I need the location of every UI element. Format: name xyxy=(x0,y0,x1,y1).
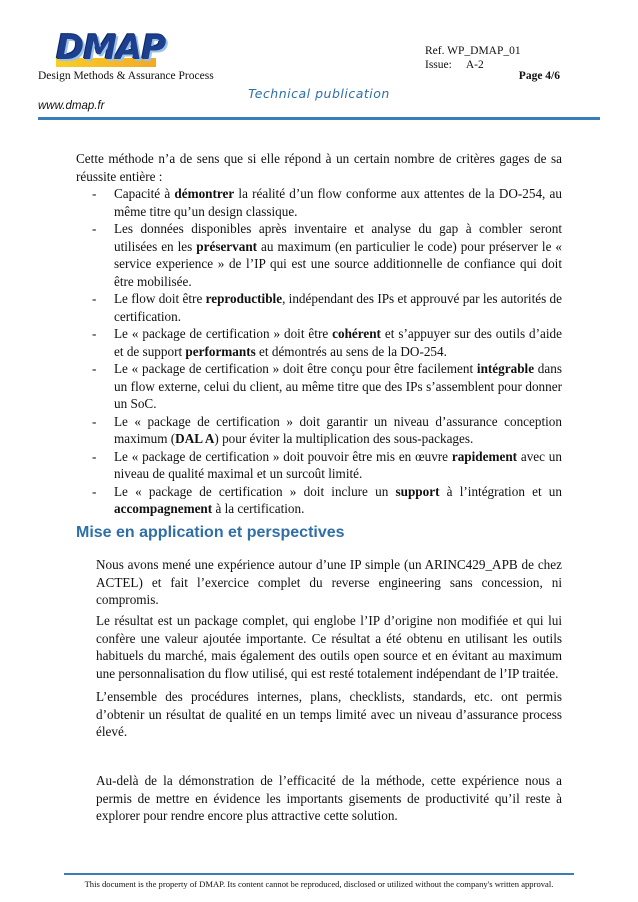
website-link[interactable]: www.dmap.fr xyxy=(38,100,105,112)
issue-line xyxy=(425,58,521,72)
bullet-dash: - xyxy=(92,186,97,201)
criteria-item: - Le « package de certification » doit être conçu pour être facilement intégrable dans un flow externe, celui du client, au même titre que des IPs s’assemblent pour donner un SoC. xyxy=(92,361,562,411)
bullet-dash: - xyxy=(92,413,97,429)
criteria-item: - Le « package de certification » doit garantir un niveau d’assurance conception maximum (DAL A) pour éviter la multiplication des sous-packages. xyxy=(92,413,562,446)
dmap-logo xyxy=(56,28,166,70)
logo-text: DMAP xyxy=(56,28,166,68)
bullet-dash: - xyxy=(92,483,97,499)
ref-number: Ref. WP_DMAP_01 xyxy=(425,45,521,57)
criteria-item: - Le « package de certification » doit inclure un support à l’intégration et un accompagnement à la certification. xyxy=(92,483,562,516)
company-description: Design Methods & Assurance Process xyxy=(38,70,214,82)
footer-divider xyxy=(64,873,574,875)
intro-paragraph: Cette méthode n’a de sens que si elle répond à un certain nombre de critères gages de sa réussite entière : xyxy=(76,151,562,184)
page-number: Page 4/6 xyxy=(518,70,560,82)
publication-type: Technical publication xyxy=(248,86,390,101)
bullet-dash: - xyxy=(92,291,97,306)
bullet-dash: - xyxy=(92,361,97,376)
body-paragraph: Le résultat est un package complet, qui englobe l’IP d’origine non modifiée et qui lui confère une valeur ajoutée importante. Ce résultat a été obtenu en utilisant les outils habituels du marché, mais également des outils open source et en évitant au maximum une personnalisation du flow utilisé, qui est resté totalement indépendant de l’IP traitée. xyxy=(96,613,562,681)
body-paragraph: Nous avons mené une expérience autour d’une IP simple (un ARINC429_APB de chez ACTEL) et fait l’exercice complet du reverse engineering sans concession, ni compromis. xyxy=(96,557,562,607)
criteria-item: - Le « package de certification » doit pouvoir être mis en œuvre rapidement avec un niveau de qualité maximal et un surcoût limité. xyxy=(92,448,562,481)
criteria-item: - Le flow doit être reproductible, indépendant des IPs et approuvé par les autorités de certification. xyxy=(92,291,562,324)
criteria-item: - Le « package de certification » doit être cohérent et s’appuyer sur des outils d’aide et de support performants et démontrés au sens de la DO-254. xyxy=(92,326,562,359)
criteria-section xyxy=(76,150,562,518)
page-header xyxy=(0,0,638,122)
criteria-list xyxy=(76,185,562,518)
body-paragraph: L’ensemble des procédures internes, plans, checklists, standards, etc. ont permis d’obtenir un résultat de qualité en un temps limité avec un niveau d’assurance process élevé. xyxy=(96,689,562,739)
issue-value: A-2 xyxy=(465,59,484,71)
bullet-dash: - xyxy=(92,221,97,236)
bullet-dash: - xyxy=(92,326,97,341)
criteria-item: - Capacité à démontrer la réalité d’un flow conforme aux attentes de la DO-254, au même titre qu’un design classique. xyxy=(92,186,562,219)
body-paragraph: Au-delà de la démonstration de l’efficacité de la méthode, cette expérience nous a permis de mettre en évidence les importants gisements de productivité qu’il reste à explorer pour rendre encore plus attractive cette solution. xyxy=(96,773,562,823)
footer-notice: This document is the property of DMAP. Its content cannot be reproduced, disclosed or utilized without the company's written approval. xyxy=(84,879,554,889)
criteria-item: - Les données disponibles après inventaire et analyse du gap à combler seront utilisées en les préservant au maximum (en particulier le code) pour préserver le « service experience » de l’IP qui est une source additionnelle de confiance qui doit être mobilisée. xyxy=(92,221,562,289)
bullet-dash: - xyxy=(92,448,97,464)
header-divider xyxy=(38,117,600,120)
section-heading: Mise en application et perspectives xyxy=(76,524,345,541)
issue-label: Issue: xyxy=(425,59,452,71)
reference-block xyxy=(425,44,521,72)
